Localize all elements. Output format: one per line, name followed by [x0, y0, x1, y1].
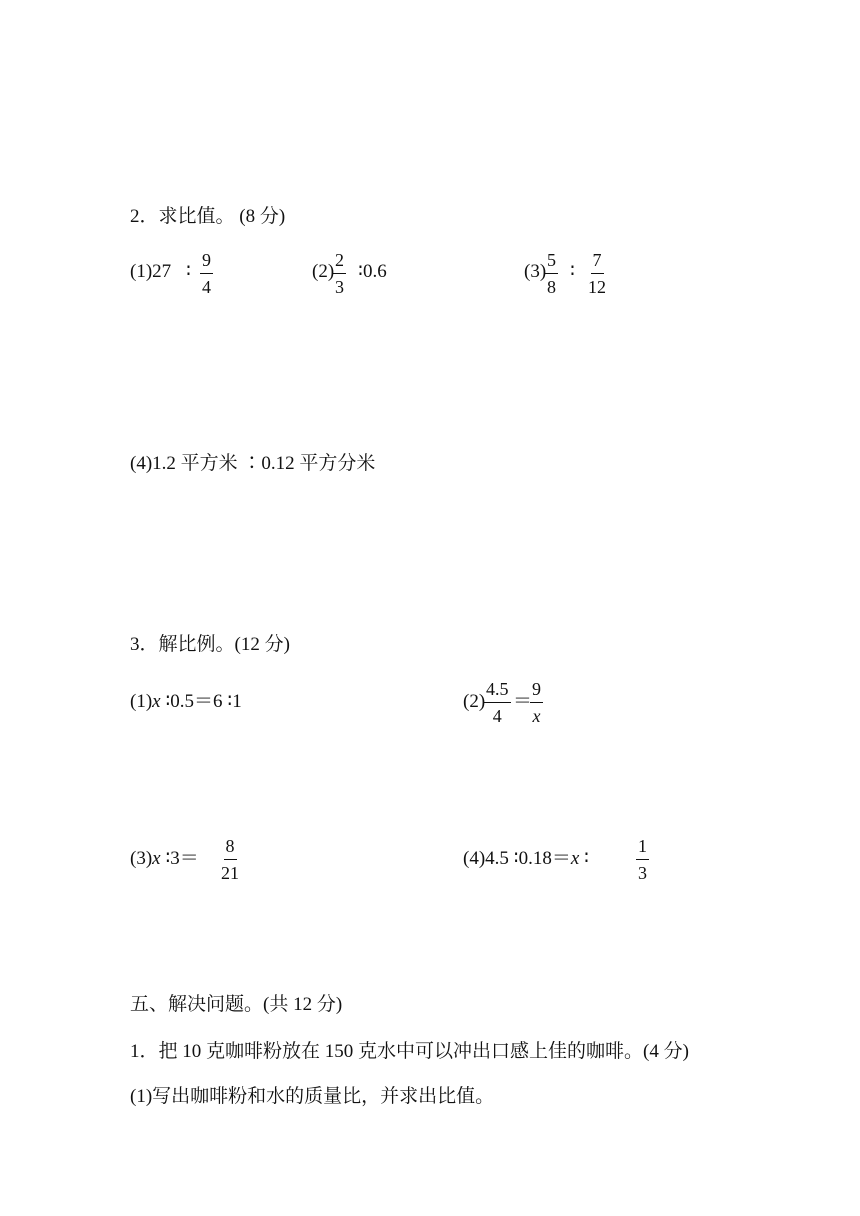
numerator: 8 [224, 836, 237, 860]
q2-p2-fraction [333, 250, 346, 297]
numerator: 4.5 [484, 679, 511, 703]
q3-p4-var: x [570, 848, 580, 869]
q3-p3-rest: ∶3＝ [160, 848, 199, 869]
q2-p1-fraction [200, 250, 213, 297]
q3-p2-eq: ＝ [513, 691, 533, 712]
section5-q1: 1．把 10 克咖啡粉放在 150 克水中可以冲出口感上佳的咖啡。(4 分) [130, 1041, 689, 1062]
q3-p4-label: (4)4.5 ∶0.18＝ [463, 848, 571, 869]
q2-p3-fraction-1 [545, 250, 558, 297]
q3-p3-label: (3) [130, 848, 153, 869]
denominator: 12 [588, 277, 606, 297]
denominator: 8 [547, 277, 556, 297]
section5-q1-sub1: (1)写出咖啡粉和水的质量比，并求出比值。 [130, 1086, 495, 1107]
q3-p2-label: (2) [463, 691, 486, 712]
q3-p4 [463, 847, 589, 871]
q2-p1-label: (1)27 [130, 261, 172, 282]
q3-p1-rest: ∶0.5＝6 ∶1 [160, 691, 242, 712]
q2-p3-sep: ∶ [570, 261, 575, 282]
numerator: 5 [545, 250, 558, 274]
q3-p3 [130, 847, 199, 871]
q3-heading: 3．解比例。(12 分) [130, 634, 290, 655]
numerator: 2 [333, 250, 346, 274]
q2-p3-label: (3) [524, 261, 547, 282]
numerator: 9 [200, 250, 213, 274]
q2-heading: 2．求比值。 (8 分) [130, 206, 286, 227]
denominator: x [532, 706, 541, 726]
denominator: 3 [335, 277, 344, 297]
denominator: 3 [638, 863, 647, 883]
q3-p4-sep: ∶ [579, 848, 589, 869]
q2-p1-sep: ∶ [186, 261, 191, 282]
q2-p4: (4)1.2 平方米 ∶0.12 平方分米 [130, 453, 376, 474]
q3-p3-fraction [221, 836, 239, 883]
q3-p3-var: x [152, 848, 161, 869]
q3-p1-var: x [152, 691, 161, 712]
section5-heading: 五、解决问题。(共 12 分) [130, 994, 343, 1015]
q3-p2-fraction-2 [530, 679, 543, 726]
q2-p2-rest: ∶0.6 [358, 261, 387, 282]
numerator: 7 [591, 250, 604, 274]
q2-p3-fraction-2 [588, 250, 606, 297]
denominator: 4 [492, 706, 502, 726]
q3-p4-fraction [636, 836, 649, 883]
q3-p1-label: (1) [130, 691, 153, 712]
numerator: 1 [636, 836, 649, 860]
denominator: 21 [221, 863, 239, 883]
denominator: 4 [202, 277, 211, 297]
numerator: 9 [530, 679, 543, 703]
q2-p2-label: (2) [312, 261, 335, 282]
q3-p1 [130, 690, 242, 714]
q3-p2-fraction-1 [484, 679, 511, 726]
